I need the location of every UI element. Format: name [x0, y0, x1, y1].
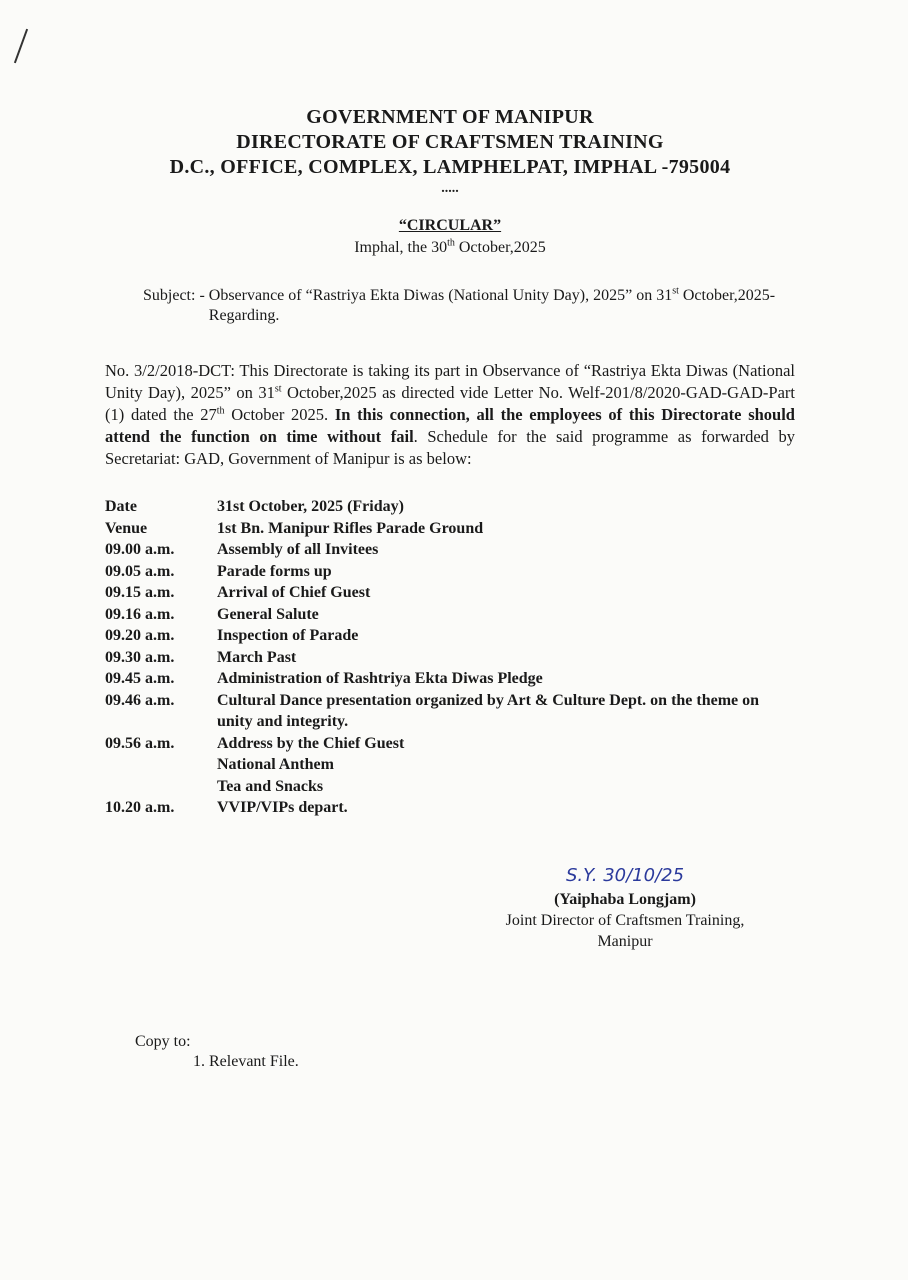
schedule-description: 31st October, 2025 (Friday) — [217, 498, 404, 515]
schedule-description: General Salute — [217, 605, 319, 623]
schedule-row — [105, 496, 795, 518]
copy-to-label: Copy to: — [135, 1032, 191, 1050]
schedule-time: 09.05 a.m. — [105, 562, 175, 580]
pen-mark — [14, 29, 28, 64]
body-paragraph: No. 3/2/2018-DCT: This Directorate is taking its part in Observance of “Rastriya Ekta Diwas (National Unity Day), 2025” on 31st October,2025 as directed vide Letter No. Welf-201/8/2020-GAD-GAD-Part (1) dated the 27th October 2025. In this connection, all the employees of this Directorate should attend the function on time without fail. Schedule for the said programme as forwarded by Secretariat: GAD, Government of Manipur is as below: — [105, 361, 795, 468]
schedule-row — [105, 668, 795, 690]
schedule-description: National Anthem — [217, 756, 334, 773]
schedule-row — [105, 561, 795, 583]
schedule-description: Arrival of Chief Guest — [217, 584, 371, 601]
schedule-time: 09.00 a.m. — [105, 541, 175, 558]
subject-label: Subject: - — [143, 287, 205, 304]
schedule-row — [105, 539, 795, 561]
schedule-time: Date — [105, 498, 137, 515]
schedule-description: Parade forms up — [217, 562, 332, 580]
schedule-row — [105, 754, 795, 776]
header-directorate: DIRECTORATE OF CRAFTSMEN TRAINING — [236, 131, 664, 153]
schedule-description: Address by the Chief Guest — [217, 734, 405, 752]
schedule-description: Administration of Rashtriya Ekta Diwas Pledge — [217, 670, 543, 687]
schedule-time: 09.46 a.m. — [105, 691, 175, 709]
header-government: GOVERNMENT OF MANIPUR — [306, 106, 594, 128]
schedule-time: 09.45 a.m. — [105, 670, 175, 687]
copy-to-item: 1. Relevant File. — [193, 1052, 299, 1070]
signatory-designation: Joint Director of Craftsmen Training, — [505, 911, 745, 929]
schedule-time: 09.56 a.m. — [105, 734, 175, 752]
schedule-time — [105, 754, 217, 776]
header-address: D.C., OFFICE, COMPLEX, LAMPHELPAT, IMPHAL -795004 — [169, 156, 731, 178]
schedule-row — [105, 733, 795, 755]
schedule-row — [105, 776, 795, 798]
schedule-time: 09.15 a.m. — [105, 584, 175, 601]
schedule-row — [105, 625, 795, 647]
schedule-description: March Past — [217, 648, 297, 666]
schedule-row — [105, 582, 795, 604]
schedule-time — [105, 776, 217, 798]
schedule-description: Assembly of all Invitees — [217, 541, 379, 558]
header-dots: ..... — [441, 181, 459, 196]
schedule-time: 09.30 a.m. — [105, 648, 175, 666]
subject-text: Observance of “Rastriya Ekta Diwas (National Unity Day), 2025” on 31st October,2025- Regarding. — [208, 285, 776, 324]
copy-to — [135, 1032, 795, 1072]
circular-document — [105, 105, 795, 1072]
handwritten-signature: S.Y. 30/10/25 — [565, 864, 685, 886]
schedule-row — [105, 690, 795, 733]
schedule-description: Tea and Snacks — [217, 777, 324, 795]
schedule-row — [105, 518, 795, 540]
schedule-description: VVIP/VIPs depart. — [217, 799, 348, 816]
schedule-time: Venue — [105, 519, 148, 537]
schedule-row — [105, 604, 795, 626]
schedule-description: 1st Bn. Manipur Rifles Parade Ground — [217, 519, 484, 537]
signatory-place: Manipur — [597, 932, 653, 950]
schedule-list — [105, 496, 795, 819]
circular-title: “CIRCULAR” — [398, 217, 502, 234]
schedule-description: Inspection of Parade — [217, 627, 359, 644]
signatory-name: (Yaiphaba Longjam) — [554, 890, 696, 908]
schedule-time: 09.20 a.m. — [105, 627, 175, 644]
schedule-description: Cultural Dance presentation organized by Art & Culture Dept. on the theme on unity and integrity. — [217, 691, 760, 730]
subject — [143, 286, 795, 326]
signature-block — [485, 863, 765, 952]
schedule-row — [105, 797, 795, 819]
schedule-time: 09.16 a.m. — [105, 605, 175, 623]
circular-date: Imphal, the 30th October,2025 — [354, 237, 546, 256]
schedule-row — [105, 647, 795, 669]
schedule-time: 10.20 a.m. — [105, 799, 175, 816]
